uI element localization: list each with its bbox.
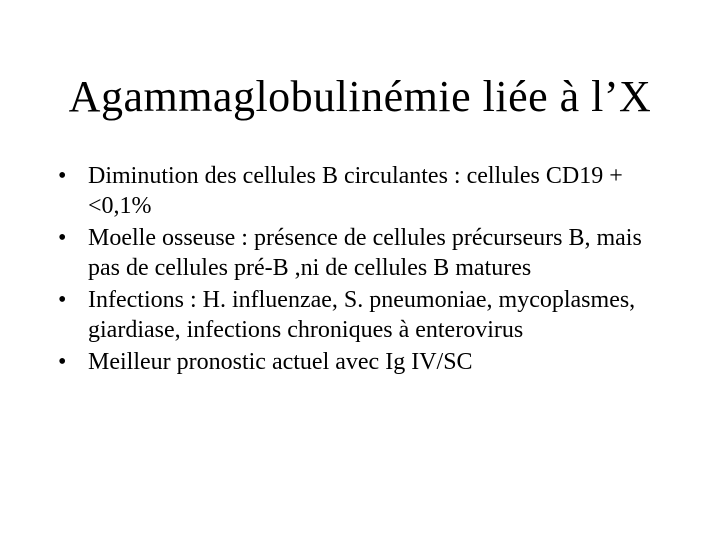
bullet-icon: • [58, 163, 67, 189]
bullet-text: Moelle osseuse : présence de cellules précurseurs B, mais pas de cellules pré-B ,ni de cellules B matures [88, 225, 642, 281]
bullet-text: Meilleur pronostic actuel avec Ig IV/SC [88, 349, 473, 375]
bullet-item-circulating-b-cells [58, 161, 658, 221]
bullet-text: Infections : H. influenzae, S. pneumoniae, mycoplasmes, giardiase, infections chroniques à enterovirus [88, 287, 636, 343]
bullet-icon: • [58, 287, 67, 313]
slide-title: Agammaglobulinémie liée à l’X [68, 72, 652, 121]
bullet-text: Diminution des cellules B circulantes : cellules CD19 + <0,1% [88, 163, 623, 219]
bullet-item-bone-marrow [58, 223, 658, 283]
bullet-item-prognosis [58, 347, 658, 377]
bullet-icon: • [58, 225, 67, 251]
bullet-icon: • [58, 349, 67, 375]
bullet-list [58, 161, 658, 379]
bullet-item-infections [58, 285, 658, 345]
